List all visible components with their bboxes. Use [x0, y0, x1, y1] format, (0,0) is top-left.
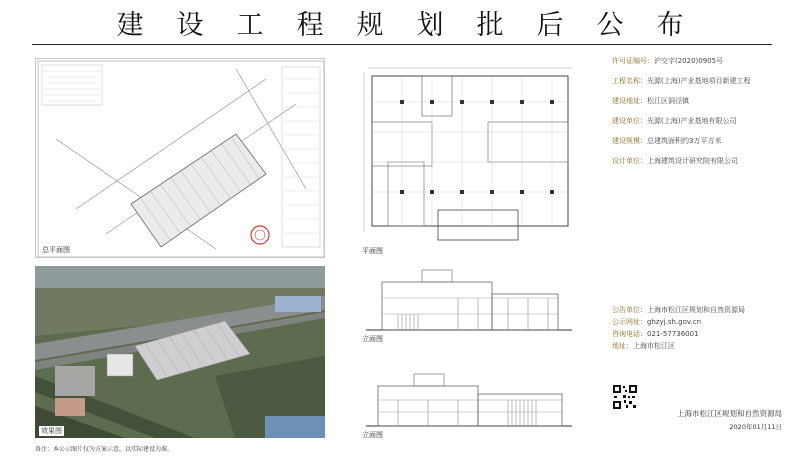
floor-plan-drawing — [358, 62, 580, 258]
footnote: 备注：本公示图片仅为方案示意，以实际建设为准。 — [35, 446, 174, 453]
elevation-drawing-1 — [358, 264, 580, 344]
issue-date: 2020年01月11日 — [729, 423, 782, 431]
info-row — [612, 156, 782, 167]
approval-seal-icon — [251, 226, 269, 244]
qr-code-icon[interactable] — [612, 384, 638, 410]
info-row — [612, 136, 782, 147]
contact-value: 上海市松江区 — [633, 342, 675, 350]
info-value: 上海建筑设计研究院有限公司 — [647, 157, 738, 165]
floor-plan-label: 平面图 — [362, 247, 383, 255]
info-key: 建设地址： — [612, 97, 647, 105]
aerial-rendering-label: 效果图 — [41, 427, 62, 435]
contact-row — [612, 328, 782, 340]
elevation-panel-1 — [358, 264, 580, 344]
info-value: 沪交字(2020)0905号 — [654, 57, 724, 65]
info-row — [612, 76, 782, 87]
info-value: 光源(上海)产业基地有限公司 — [647, 117, 737, 125]
site-plan-label: 总平面图 — [42, 246, 70, 254]
elevation-panel-2 — [358, 368, 580, 440]
info-key: 建设规模： — [612, 137, 647, 145]
contact-value: 021-57736001 — [647, 330, 699, 338]
info-value: 光源(上海)产业基地项目新建工程 — [647, 77, 751, 85]
title-divider — [32, 44, 772, 45]
contact-key: 公示网址： — [612, 318, 647, 326]
aerial-rendering-image — [35, 266, 325, 438]
contact-key: 咨询电话： — [612, 330, 647, 338]
aerial-rendering-panel — [35, 266, 325, 438]
page-title: 建设工程规划批后公布 — [116, 9, 717, 41]
contact-row — [612, 316, 782, 328]
elevation-label-2: 立面图 — [362, 431, 383, 439]
info-key: 许可证编号： — [612, 57, 654, 65]
contact-info — [612, 304, 782, 352]
info-key: 设计单位： — [612, 157, 647, 165]
contact-key: 公告单位： — [612, 306, 647, 314]
site-plan-drawing — [36, 59, 325, 258]
contact-key: 地址： — [612, 342, 633, 350]
contact-value: 上海市松江区规划和自然资源局 — [647, 306, 745, 314]
info-key: 工程名称： — [612, 77, 647, 85]
elevation-label-1: 立面图 — [362, 335, 383, 343]
issuer-name: 上海市松江区规划和自然资源局 — [677, 409, 782, 418]
project-info — [612, 56, 782, 176]
contact-value[interactable]: ghzyj.sh.gov.cn — [647, 318, 702, 326]
info-value: 松江区洞泾镇 — [647, 97, 689, 105]
elevation-drawing-2 — [358, 368, 580, 440]
info-row — [612, 96, 782, 107]
info-key: 建设单位： — [612, 117, 647, 125]
site-plan-panel — [35, 58, 325, 258]
contact-row — [612, 304, 782, 316]
info-row — [612, 56, 782, 67]
floor-plan-panel — [358, 62, 580, 258]
info-row — [612, 116, 782, 127]
contact-row — [612, 340, 782, 352]
info-value: 总建筑面积约3万平方米 — [647, 137, 722, 145]
